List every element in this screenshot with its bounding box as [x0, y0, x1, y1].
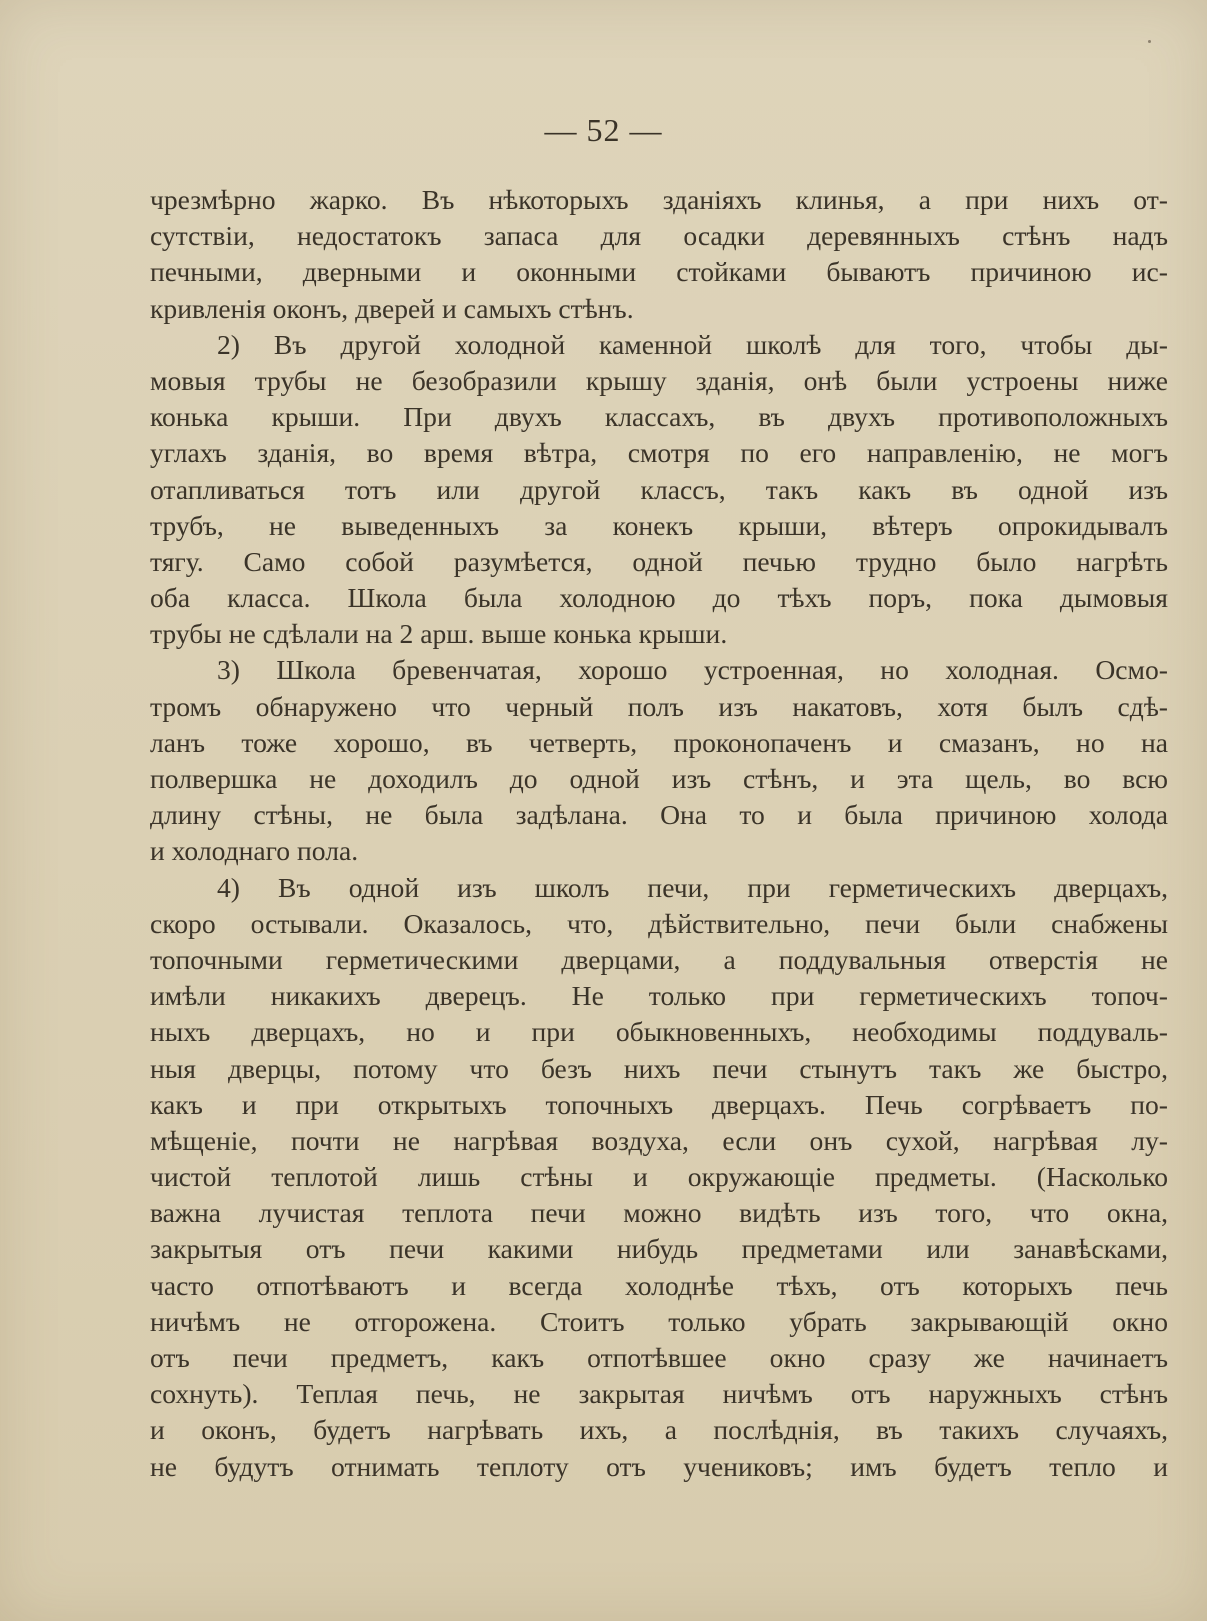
text-line: тромъ обнаружено что черный полъ изъ накатовъ, хотя былъ сдѣ- — [150, 690, 1168, 722]
text-line: закрытыя отъ печи какими нибудь предметами или занавѣсками, — [150, 1233, 1168, 1265]
text-line: полвершка не доходилъ до одной изъ стѣнъ, и эта щель, во всю — [150, 763, 1168, 794]
text-line: оба класса. Школа была холодною до тѣхъ поръ, пока дымовыя — [150, 582, 1168, 614]
text-line: сохнуть). Теплая печь, не закрытая ничѣмъ отъ наружныхъ стѣнъ — [150, 1378, 1168, 1410]
text-line: ныхъ дверцахъ, но и при обыкновенныхъ, необходимы поддуваль- — [150, 1016, 1168, 1048]
text-line: ланъ тоже хорошо, въ четверть, проконопаченъ и смазанъ, но на — [150, 726, 1168, 758]
text-line: чрезмѣрно жарко. Въ нѣкоторыхъ зданіяхъ клинья, а при нихъ от- — [150, 184, 1168, 215]
text-line: мѣщеніе, почти не нагрѣвая воздуха, если онъ сухой, нагрѣвая лу- — [150, 1124, 1168, 1156]
page-number: — 52 — — [544, 112, 663, 148]
text-line: не будутъ отнимать теплоту отъ учениковъ; имъ будетъ тепло и — [150, 1450, 1168, 1482]
text-line: и оконъ, будетъ нагрѣвать ихъ, а послѣднія, въ такихъ случаяхъ, — [150, 1414, 1168, 1446]
text-line: трубъ, не выведенныхъ за конекъ крыши, вѣтеръ опрокидывалъ — [150, 509, 1168, 541]
text-line: сутствіи, недостатокъ запаса для осадки деревянныхъ стѣнъ надъ — [150, 220, 1168, 252]
text-line: скоро остывали. Оказалось, что, дѣйствительно, печи были снабжены — [150, 907, 1168, 939]
paper-speck — [1148, 40, 1151, 43]
text-line: мовыя трубы не безобразили крышу зданія, онѣ были устроены ниже — [150, 364, 1168, 396]
text-line: какъ и при открытыхъ топочныхъ дверцахъ. Печь согрѣваетъ по- — [150, 1088, 1168, 1120]
text-line: чистой теплотой лишь стѣны и окружающіе предметы. (Насколько — [150, 1161, 1168, 1193]
text-line: кривленія оконъ, дверей и самыхъ стѣнъ. — [150, 292, 634, 324]
text-line: имѣли никакихъ дверецъ. Не только при герметическихъ топоч- — [150, 980, 1168, 1012]
text-line: печными, дверными и оконными стойками бываютъ причиною ис- — [150, 256, 1168, 288]
text-line: углахъ зданія, во время вѣтра, смотря по его направленію, не могъ — [150, 437, 1168, 469]
text-line: конька крыши. При двухъ классахъ, въ двухъ противоположныхъ — [150, 401, 1168, 433]
text-line: ныя дверцы, потому что безъ нихъ печи стынутъ такъ же быстро, — [150, 1052, 1168, 1084]
text-line: важна лучистая теплота печи можно видѣть изъ того, что окна, — [150, 1197, 1168, 1229]
text-line: 3) Школа бревенчатая, хорошо устроенная, но холодная. Осмо- — [217, 654, 1168, 686]
text-line: тягу. Само собой разумѣется, одной печью трудно было нагрѣть — [150, 545, 1168, 577]
text-line: длину стѣны, не была задѣлана. Она то и была причиною холода — [150, 799, 1168, 831]
text-line: ничѣмъ не отгорожена. Стоитъ только убрать закрывающій окно — [150, 1305, 1168, 1337]
text-line: 2) Въ другой холодной каменной школѣ для того, чтобы ды- — [217, 328, 1168, 360]
text-line: трубы не сдѣлали на 2 арш. выше конька крыши. — [150, 618, 728, 650]
text-line: топочными герметическими дверцами, а поддувальныя отверстія не — [150, 943, 1168, 975]
body-text — [150, 182, 1168, 1485]
text-line: 4) Въ одной изъ школъ печи, при герметическихъ дверцахъ, — [217, 871, 1168, 903]
text-line: отапливаться тотъ или другой классъ, такъ какъ въ одной изъ — [150, 473, 1168, 505]
text-line: отъ печи предметъ, какъ отпотѣвшее окно сразу же начинаетъ — [150, 1342, 1168, 1373]
text-line: и холоднаго пола. — [150, 835, 359, 867]
text-line: часто отпотѣваютъ и всегда холоднѣе тѣхъ, отъ которыхъ печь — [150, 1269, 1168, 1301]
